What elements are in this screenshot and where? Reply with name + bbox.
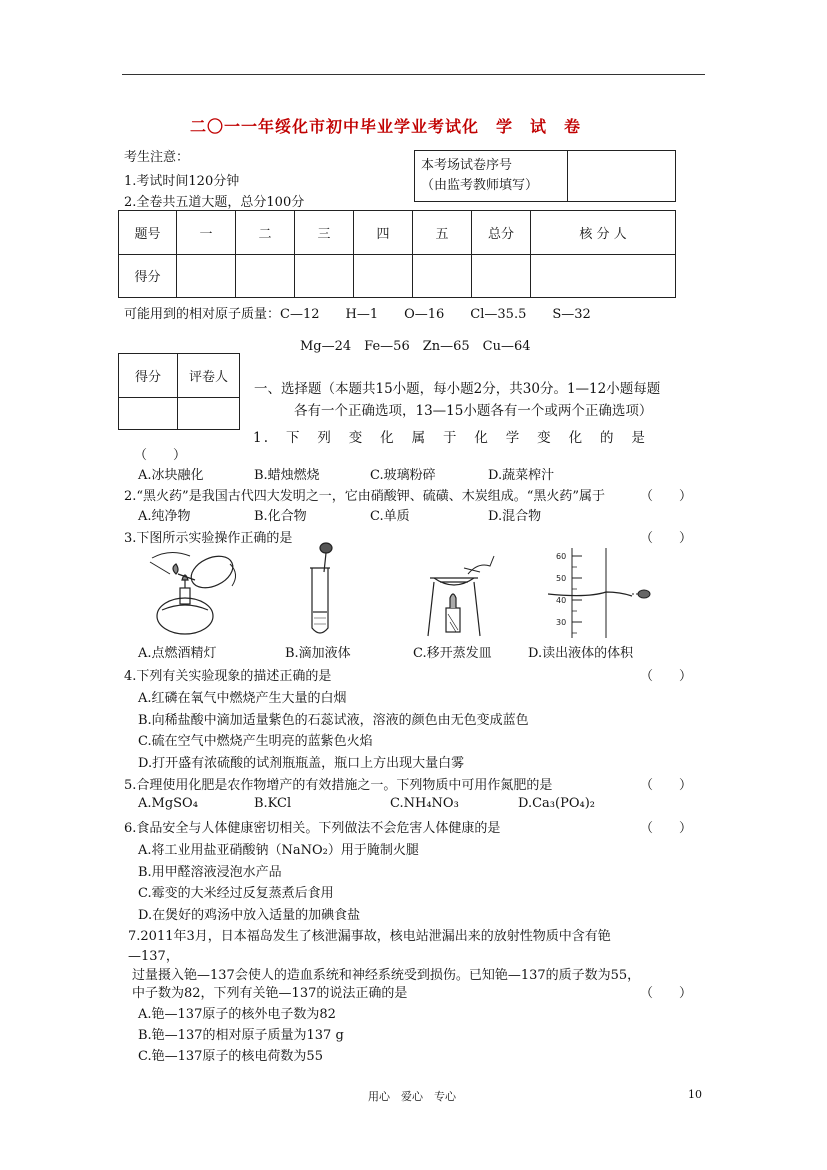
score-cell[interactable] (295, 254, 354, 298)
footer-motto: 用心 爱心 专心 (368, 1090, 456, 1103)
score-cell[interactable] (531, 254, 676, 298)
answer-bracket[interactable]: （ ） (640, 489, 693, 504)
question-stem: 中子数为82，下列有关铯—137的说法正确的是 (132, 986, 408, 1001)
graduated-cylinder-figure (548, 542, 658, 640)
score-cell[interactable] (236, 254, 295, 298)
question-stem: 3.下图所示实验操作正确的是 (124, 531, 293, 546)
option-text: D.蔬菜榨汁 (488, 468, 555, 483)
option-text: A.纯净物 (138, 509, 191, 524)
option-text: A.冰块融化 (138, 468, 204, 483)
question-stem: —137， (128, 949, 179, 964)
dropper-test-tube-figure (298, 540, 348, 640)
question-stem: 1. 下 列 变 化 属 于 化 学 变 化 的 是 (253, 430, 648, 446)
seat-number-box (414, 150, 676, 202)
grader-name-cell[interactable] (178, 398, 240, 430)
option-text: C.NH₄NO₃ (390, 796, 459, 811)
option-text: D.读出液体的体积 (528, 646, 634, 661)
score-header-cell: 核 分 人 (531, 211, 676, 255)
option-text: B.蜡烛燃烧 (254, 468, 320, 483)
answer-bracket[interactable]: （ ） (640, 778, 693, 793)
grader-box (118, 353, 240, 430)
option-text: C.霉变的大米经过反复蒸煮后食用 (138, 886, 334, 901)
score-cell[interactable] (354, 254, 413, 298)
score-cell[interactable] (472, 254, 531, 298)
option-text: C.移开蒸发皿 (413, 646, 492, 661)
notice-item: 1.考试时间120分钟 (124, 174, 240, 189)
option-text: D.在煲好的鸡汤中放入适量的加碘食盐 (138, 908, 361, 923)
header-rule (122, 74, 705, 75)
answer-bracket[interactable]: （ ） (640, 531, 693, 546)
score-header-cell: 四 (354, 211, 413, 255)
grader-name-label: 评卷人 (178, 354, 240, 398)
question-stem: 4.下列有关实验现象的描述正确的是 (124, 669, 332, 684)
notice-item: 2.全卷共五道大题，总分100分 (124, 195, 305, 210)
option-text: C.硫在空气中燃烧产生明亮的蓝紫色火焰 (138, 734, 373, 749)
score-header-cell: 三 (295, 211, 354, 255)
option-text: D.Ca₃(PO₄)₂ (518, 796, 595, 811)
section-heading: 一、选择题（本题共15小题，每小题2分，共30分。1—12小题每题 (254, 381, 661, 397)
score-header-cell: 题号 (119, 211, 177, 255)
question-stem: 6.食品安全与人体健康密切相关。下列做法不会危害人体健康的是 (124, 821, 501, 836)
atomic-masses-line: 可能用到的相对原子质量：C—12 H—1 O—16 Cl—35.5 S—32 (124, 307, 591, 322)
question-stem: 过量摄入铯—137会使人的造血系统和神经系统受到损伤。已知铯—137的质子数为55， (132, 968, 641, 983)
option-text: B.滴加液体 (285, 646, 351, 661)
option-text: C.玻璃粉碎 (370, 468, 436, 483)
atomic-masses-line: Mg—24 Fe—56 Zn—65 Cu—64 (300, 339, 531, 354)
option-text: A.红磷在氧气中燃烧产生大量的白烟 (138, 691, 347, 706)
question-stem: 2.“黑火药”是我国古代四大发明之一，它由硝酸钾、硫磺、木炭组成。“黑火药”属于 (124, 489, 605, 504)
option-text: B.KCl (254, 796, 292, 811)
cylinder-tick-label: 30 (556, 618, 567, 627)
grader-score-cell[interactable] (119, 398, 178, 430)
score-header-cell: 二 (236, 211, 295, 255)
score-table (118, 210, 676, 298)
question-stem: 5.合理使用化肥是农作物增产的有效措施之一。下列物质中可用作氮肥的是 (124, 778, 553, 793)
option-text: D.混合物 (488, 509, 542, 524)
option-text: A.铯—137原子的核外电子数为82 (138, 1007, 336, 1022)
score-row-label: 得分 (119, 254, 177, 298)
grader-score-label: 得分 (119, 354, 178, 398)
answer-bracket[interactable]: （ ） (640, 986, 693, 1001)
page-number: 10 (688, 1088, 702, 1101)
option-text: A.MgSO₄ (138, 796, 198, 811)
answer-bracket[interactable]: （ ） (640, 821, 693, 836)
score-header-cell: 总分 (472, 211, 531, 255)
evaporating-dish-figure (420, 548, 500, 640)
cylinder-tick-label: 60 (556, 552, 567, 561)
cylinder-tick-label: 40 (556, 596, 567, 605)
option-text: B.用甲醛溶液浸泡水产品 (138, 865, 282, 880)
score-cell[interactable] (177, 254, 236, 298)
option-text: A.点燃酒精灯 (138, 646, 217, 661)
score-header-cell: 一 (177, 211, 236, 255)
seat-number-label: 本考场试卷序号 （由监考教师填写） (415, 151, 568, 202)
cylinder-tick-label: 50 (556, 574, 567, 583)
alcohol-lamp-figure (140, 544, 250, 638)
option-text: B.向稀盐酸中滴加适量紫色的石蕊试液，溶液的颜色由无色变成蓝色 (138, 713, 529, 728)
seat-number-field[interactable] (568, 151, 676, 202)
option-text: C.单质 (370, 509, 410, 524)
option-text: D.打开盛有浓硫酸的试剂瓶瓶盖，瓶口上方出现大量白雾 (138, 756, 465, 771)
answer-bracket[interactable]: （ ） (134, 448, 187, 463)
option-text: B.铯—137的相对原子质量为137 g (138, 1028, 344, 1043)
option-text: B.化合物 (254, 509, 307, 524)
answer-bracket[interactable]: （ ） (640, 669, 693, 684)
section-heading: 各有一个正确选项，13—15小题各有一个或两个正确选项） (294, 403, 653, 419)
score-cell[interactable] (413, 254, 472, 298)
option-text: A.将工业用盐亚硝酸钠（NaNO₂）用于腌制火腿 (138, 843, 419, 858)
notice-heading: 考生注意： (124, 150, 190, 165)
page-title: 二〇一一年绥化市初中毕业学业考试化 学 试 卷 (190, 117, 582, 136)
score-header-cell: 五 (413, 211, 472, 255)
question-stem: 7.2011年3月，日本福岛发生了核泄漏事故，核电站泄漏出来的放射性物质中含有铯 (128, 929, 611, 944)
option-text: C.铯—137原子的核电荷数为55 (138, 1049, 323, 1064)
